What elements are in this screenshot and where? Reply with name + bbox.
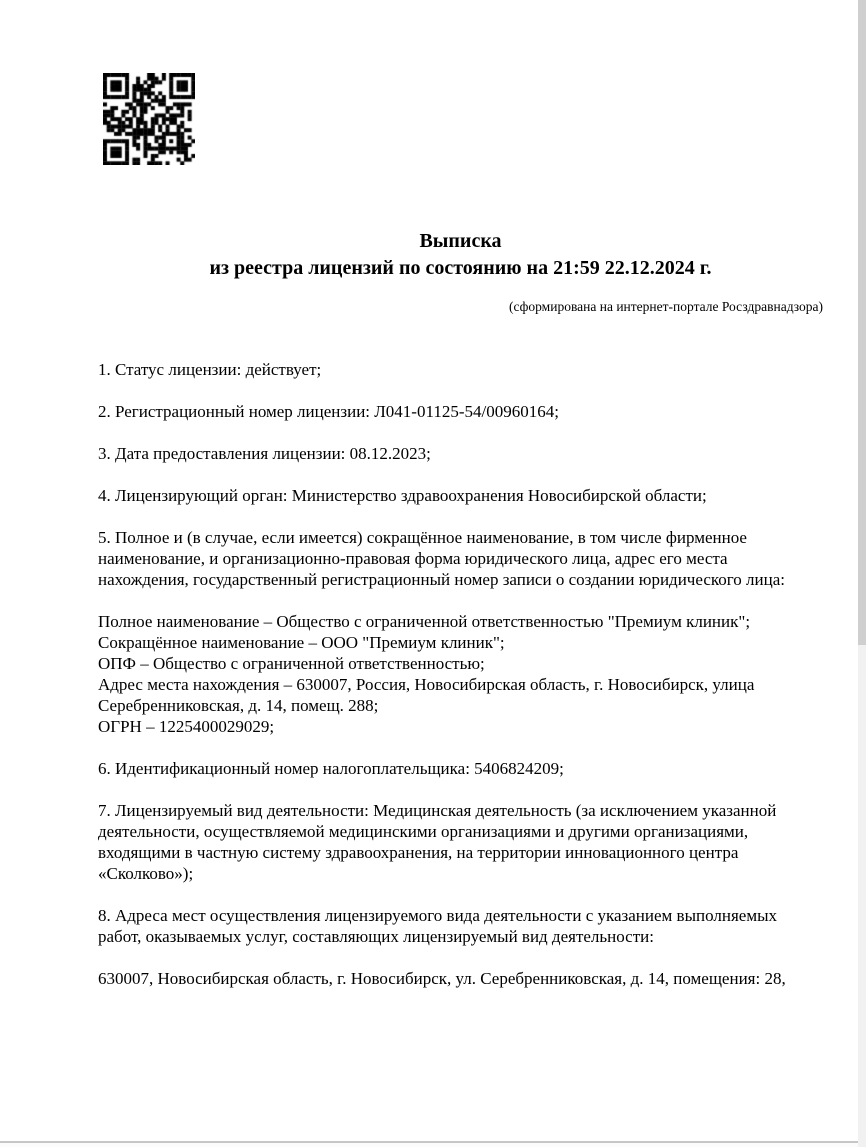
scrollbar-thumb[interactable] bbox=[858, 0, 866, 645]
paragraph-line: Серебренниковская, д. 14, помещ. 288; bbox=[98, 696, 379, 715]
paragraph-line: нахождения, государственный регистрационный номер записи о создании юридического лица: bbox=[98, 570, 786, 589]
formation-note: (сформирована на интернет-портале Росздравнадзора) bbox=[508, 299, 823, 314]
paragraph bbox=[98, 800, 823, 884]
paragraph-line: ОПФ – Общество с ограниченной ответственностью; bbox=[98, 654, 485, 673]
scrollbar-track[interactable] bbox=[858, 0, 866, 1147]
document-page bbox=[98, 0, 823, 1010]
paragraph bbox=[98, 758, 823, 779]
paragraph-line: 5. Полное и (в случае, если имеется) сокращённое наименование, в том числе фирменное bbox=[98, 528, 747, 547]
paragraph-line: Сокращённое наименование – ООО "Премиум клиник"; bbox=[98, 633, 505, 652]
paragraph bbox=[98, 968, 823, 989]
paragraph bbox=[98, 905, 823, 947]
paragraph-line: «Сколково»); bbox=[98, 864, 194, 883]
paragraph-line: 1. Статус лицензии: действует; bbox=[98, 360, 322, 379]
paragraph-line: 7. Лицензируемый вид деятельности: Медицинская деятельность (за исключением указанной bbox=[98, 801, 777, 820]
document-title bbox=[98, 228, 823, 282]
paragraph-line: 6. Идентификационный номер налогоплательщика: 5406824209; bbox=[98, 759, 564, 778]
title-line-2: из реестра лицензий по состоянию на 21:59 22.12.2024 г. bbox=[209, 257, 712, 279]
paragraph-line: Адрес места нахождения – 630007, Россия, Новосибирская область, г. Новосибирск, улица bbox=[98, 675, 755, 694]
title-line-1: Выписка bbox=[419, 230, 502, 252]
paragraph-line: наименование, и организационно-правовая форма юридического лица, адрес его места bbox=[98, 549, 728, 568]
paragraph-line: ОГРН – 1225400029029; bbox=[98, 717, 275, 736]
paragraph-line: 630007, Новосибирская область, г. Новосибирск, ул. Серебренниковская, д. 14, помещения: 28, bbox=[98, 969, 786, 988]
paragraph bbox=[98, 443, 823, 464]
paragraph bbox=[98, 485, 823, 506]
paragraph bbox=[98, 359, 823, 380]
paragraph-line: 3. Дата предоставления лицензии: 08.12.2023; bbox=[98, 444, 431, 463]
paragraph bbox=[98, 611, 823, 737]
document-body bbox=[98, 359, 823, 989]
paragraph bbox=[98, 527, 823, 590]
paragraph-line: 8. Адреса мест осуществления лицензируемого вида деятельности с указанием выполняемых bbox=[98, 906, 777, 925]
paragraph-line: 2. Регистрационный номер лицензии: Л041-01125-54/00960164; bbox=[98, 402, 559, 421]
paragraph-line: входящими в частную систему здравоохранения, на территории инновационного центра bbox=[98, 843, 739, 862]
paragraph bbox=[98, 401, 823, 422]
paragraph-line: работ, оказываемых услуг, составляющих лицензируемый вид деятельности: bbox=[98, 927, 654, 946]
page-bottom-margin bbox=[0, 1143, 858, 1147]
paragraph-line: Полное наименование – Общество с ограниченной ответственностью "Премиум клиник"; bbox=[98, 612, 751, 631]
paragraph-line: 4. Лицензирующий орган: Министерство здравоохранения Новосибирской области; bbox=[98, 486, 707, 505]
paragraph-line: деятельности, осуществляемой медицинскими организациями и другими организациями, bbox=[98, 822, 749, 841]
